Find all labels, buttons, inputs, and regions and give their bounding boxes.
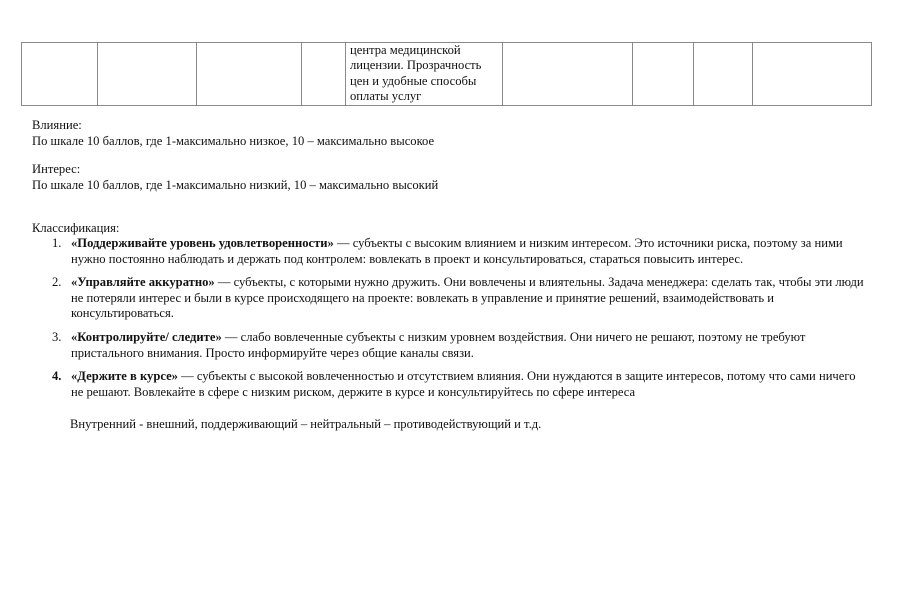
item-text: — субъекты, с которыми нужно дружить. Они вовлечены и влиятельны. Задача менеджера: сделать так, чтобы эти люди не потеряли интерес и были в курсе происходящего на проекте: вовлекать в управление и принятие решений, взаимодействовать и консультироваться. (71, 275, 864, 321)
table-cell[interactable] (633, 43, 694, 106)
influence-scale: По шкале 10 баллов, где 1-максимально низкое, 10 – максимально высокое (32, 133, 435, 148)
stakeholder-types-note: Внутренний - внешний, поддерживающий – нейтральный – противодействующий и т.д. (70, 417, 542, 431)
table-row (22, 43, 872, 106)
item-text: — субъекты с высокой вовлеченностью и отсутствием влияния. Они нуждаются в защите интересов, потому что сами ничего не решают. Вовлекайте в сфере с низким риском, держите в курсе и консультируйтесь по сфере интереса (71, 369, 856, 399)
table-cell[interactable] (753, 43, 872, 106)
table-cell[interactable] (98, 43, 197, 106)
influence-section (32, 118, 434, 149)
cell-line: центра медицинской (350, 43, 461, 57)
influence-label: Влияние: (32, 118, 82, 132)
interest-label: Интерес: (32, 162, 81, 176)
list-item (32, 236, 867, 267)
stakeholder-table (21, 42, 872, 106)
list-number: 2. (52, 275, 62, 290)
table-cell[interactable] (302, 43, 346, 106)
list-item (32, 275, 867, 322)
cell-line: лицензии. Прозрачность (350, 58, 482, 73)
item-title: «Контролируйте/ следите» (71, 329, 222, 344)
item-title: «Поддерживайте уровень удовлетворенности» (71, 236, 334, 250)
list-number: 3. (52, 329, 62, 344)
item-text: — слабо вовлеченные субъекты с низким уровнем воздействия. Они ничего не решают, поэтому не требуют пристального внимания. Просто информируйте через общие каналы связи. (71, 329, 806, 360)
table-cell[interactable] (22, 43, 98, 106)
classification-list (32, 236, 867, 408)
cell-line: оплаты услуг (350, 89, 422, 104)
table-cell[interactable] (197, 43, 302, 106)
interest-section (32, 162, 438, 193)
list-item (32, 369, 867, 400)
interest-scale: По шкале 10 баллов, где 1-максимально низкий, 10 – максимально высокий (32, 177, 439, 192)
classification-label: Классификация: (32, 221, 120, 235)
table-cell[interactable] (503, 43, 633, 106)
table-cell[interactable] (694, 43, 753, 106)
list-number: 1. (52, 236, 62, 250)
item-title: «Держите в курсе» (71, 369, 178, 384)
list-item (32, 330, 867, 361)
item-title: «Управляйте аккуратно» (71, 275, 215, 290)
list-number: 4. (52, 369, 62, 384)
item-text: — субъекты с высоким влиянием и низким интересом. Это источники риска, поэтому за ними нужно постоянно наблюдать и держать под контролем: вовлекать в проект и консультироваться, стараться повысить интерес. (71, 236, 843, 266)
classification-section (32, 221, 119, 237)
table-cell-description[interactable] (346, 43, 503, 106)
cell-line: цен и удобные способы (350, 73, 477, 88)
